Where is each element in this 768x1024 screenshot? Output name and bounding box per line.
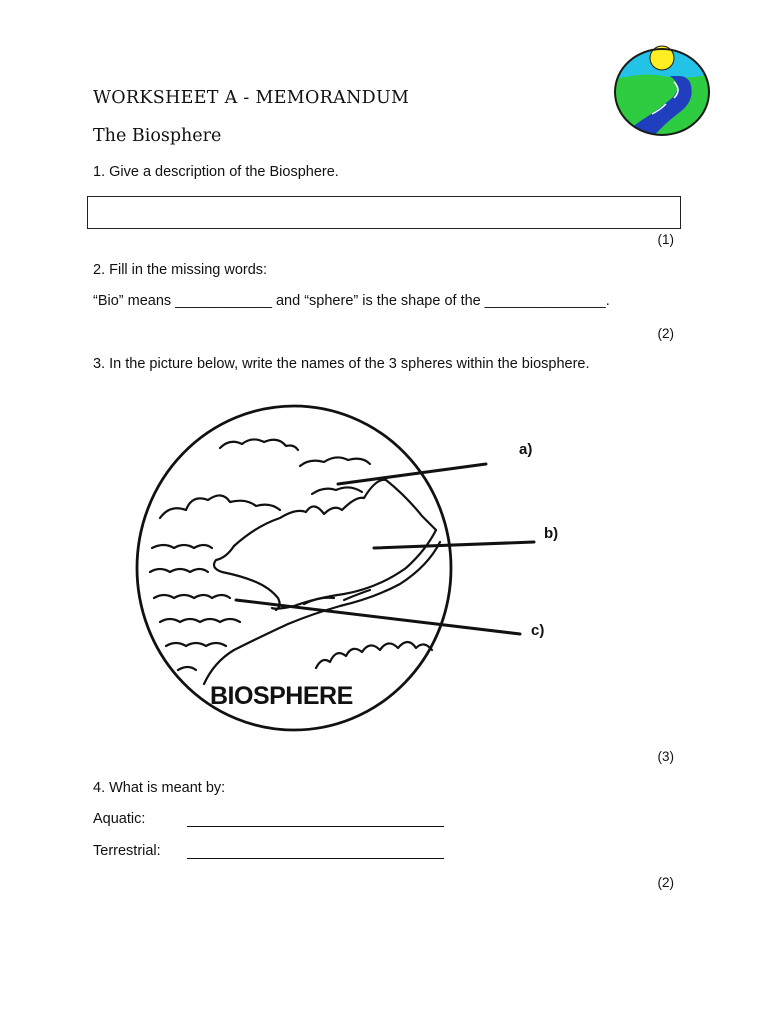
q4-marks: (2)	[657, 875, 674, 890]
cloud	[220, 439, 298, 450]
river	[204, 542, 440, 684]
water-wave	[150, 569, 208, 572]
vegetation	[316, 642, 432, 668]
question-3: 3. In the picture below, write the names of the 3 spheres within the biosphere.	[93, 356, 590, 372]
terrestrial-label: Terrestrial:	[93, 843, 161, 859]
question-1: 1. Give a description of the Biosphere.	[93, 164, 339, 180]
cloud	[300, 457, 370, 466]
biosphere-logo-icon	[612, 42, 712, 138]
terrestrial-answer-line[interactable]	[187, 858, 444, 859]
page-title: WORKSHEET A - MEMORANDUM	[93, 88, 410, 108]
water-wave	[160, 619, 240, 622]
q2-marks: (2)	[657, 326, 674, 341]
aquatic-answer-line[interactable]	[187, 826, 444, 827]
q3-marks: (3)	[657, 749, 674, 764]
label-line-a	[338, 464, 486, 484]
q1-answer-box[interactable]	[87, 196, 681, 229]
diagram-label-b: b)	[544, 525, 559, 542]
cloud	[160, 495, 280, 518]
diagram-label-a: a)	[519, 441, 533, 458]
q1-marks: (1)	[657, 232, 674, 247]
water-wave	[154, 595, 230, 598]
water-wave	[178, 667, 196, 670]
biosphere-diagram	[130, 400, 570, 740]
cloud	[312, 487, 362, 494]
diagram-word: BIOSPHERE	[210, 682, 353, 710]
water-wave	[166, 643, 226, 646]
diagram-label-c: c)	[531, 622, 545, 639]
water-wave	[152, 545, 212, 548]
river-inner	[304, 590, 370, 604]
question-2: 2. Fill in the missing words:	[93, 262, 268, 278]
aquatic-label: Aquatic:	[93, 811, 146, 827]
page-subtitle: The Biosphere	[93, 126, 222, 146]
question-4: 4. What is meant by:	[93, 780, 226, 796]
question-2-sentence: “Bio” means ____________ and “sphere” is the shape of the _______________.	[93, 293, 610, 309]
label-line-b	[374, 542, 534, 548]
